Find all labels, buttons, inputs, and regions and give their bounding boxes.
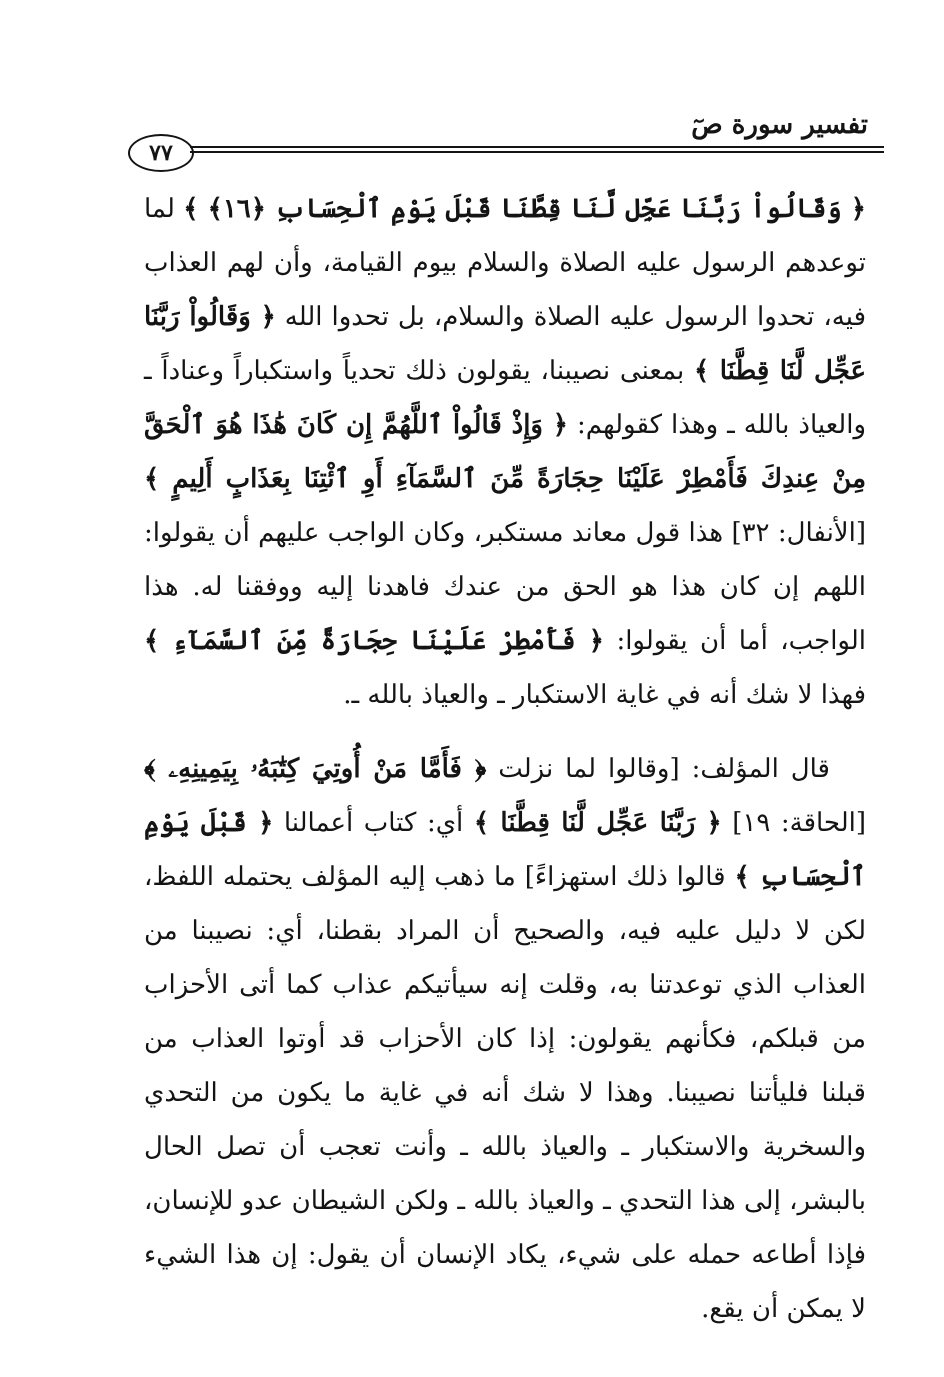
quran-verse: ﴿ فَأَمَّا مَنْ أُوتِيَ كِتَٰبَهُۥ بِيَمِينِهِۦ ﴾ bbox=[144, 754, 487, 784]
commentary-text: فهذا لا شك أنه في غاية الاستكبار ـ والعياذ بالله ـ. bbox=[343, 680, 866, 710]
quran-verse: ﴿ وَقَالُواْ رَبَّنَا عَجِّل لَّنَا قِطَّنَا ﴾ bbox=[144, 302, 867, 386]
quran-verse: ﴿ فَأَمْطِرْ عَلَيْنَا حِجَارَةً مِّنَ ٱلسَّمَآءِ ﴾ bbox=[144, 626, 605, 656]
commentary-text: أي: كتاب أعمالنا bbox=[273, 808, 474, 838]
commentary-text: [الأنفال: ٣٢] هذا قول معاند مستكبر، وكان الواجب عليهم أن يقولوا: اللهم إن كان هذا هو الحق من عندك فاهدنا إليه ووفقنا له. هذا الواجب، أما أن يقولوا: bbox=[144, 518, 867, 656]
quran-verse: ﴿ وَقَالُواْ رَبَّنَا عَجِّل لَّنَا قِطَّنَا قَبْلَ يَوْمِ ٱلْحِسَابِ ﴿١٦﴾ ﴾ bbox=[183, 194, 867, 224]
quran-verse: ﴿ رَبَّنَا عَجِّل لَّنَا قِطَّنَا ﴾ bbox=[473, 808, 722, 838]
commentary-text: قالوا ذلك استهزاءً] ما ذهب إليه المؤلف يحتمله اللفظ، لكن لا دليل عليه فيه، والصحيح أن المراد بقطنا، أي: نصيبنا من العذاب الذي توعدتنا به، وقلت إنه سيأتيكم عذاب كما أتى الأحزاب من قبلكم، فكأنهم يقولون: إذا كان الأحزاب قد أوتوا العذاب من قبلنا فليأتنا نصيبنا. وهذا لا شك أنه في غاية ما يكون من التحدي والسخرية والاستكبار ـ والعياذ بالله ـ وأنت تعجب أن تصل الحال بالبشر، إلى هذا التحدي ـ والعياذ بالله ـ ولكن الشيطان عدو للإنسان، فإذا أطاعه حمله على شيء، يكاد الإنسان أن يقول: إن هذا الشيء لا يمكن أن يقع. bbox=[144, 862, 866, 1324]
commentary-text: لما توعدهم الرسول عليه الصلاة والسلام بيوم القيامة، وأن لهم العذاب فيه، تحدوا الرسول عليه الصلاة والسلام، بل تحدوا الله bbox=[144, 194, 867, 332]
page-body bbox=[144, 182, 866, 1336]
commentary-text: قال المؤلف: [وقالوا لما نزلت bbox=[486, 754, 830, 784]
page-number: ٧٧ bbox=[128, 134, 194, 172]
quran-verse: ﴿ وَإِذْ قَالُواْ ٱللَّهُمَّ إِن كَانَ هَٰذَا هُوَ ٱلْحَقَّ مِنْ عِندِكَ فَأَمْطِرْ عَلَيْنَا حِجَارَةً مِّنَ ٱلسَّمَآءِ أَوِ ٱئْتِنَا بِعَذَابٍ أَلِيمٍ ﴾ bbox=[144, 410, 866, 494]
paragraph bbox=[144, 182, 866, 722]
header-divider bbox=[190, 146, 884, 153]
commentary-text: بمعنى نصيبنا، يقولون ذلك تحدياً واستكباراً وعناداً ـ والعياذ بالله ـ وهذا كقولهم: bbox=[144, 356, 866, 440]
chapter-title: تفسير سورة صٓ bbox=[691, 110, 868, 140]
commentary-text: [الحاقة: ١٩] bbox=[721, 808, 866, 838]
quran-verse: ﴿ قَبْلَ يَوْمِ ٱلْحِسَابِ ﴾ bbox=[144, 808, 866, 892]
paragraph bbox=[144, 742, 866, 1336]
